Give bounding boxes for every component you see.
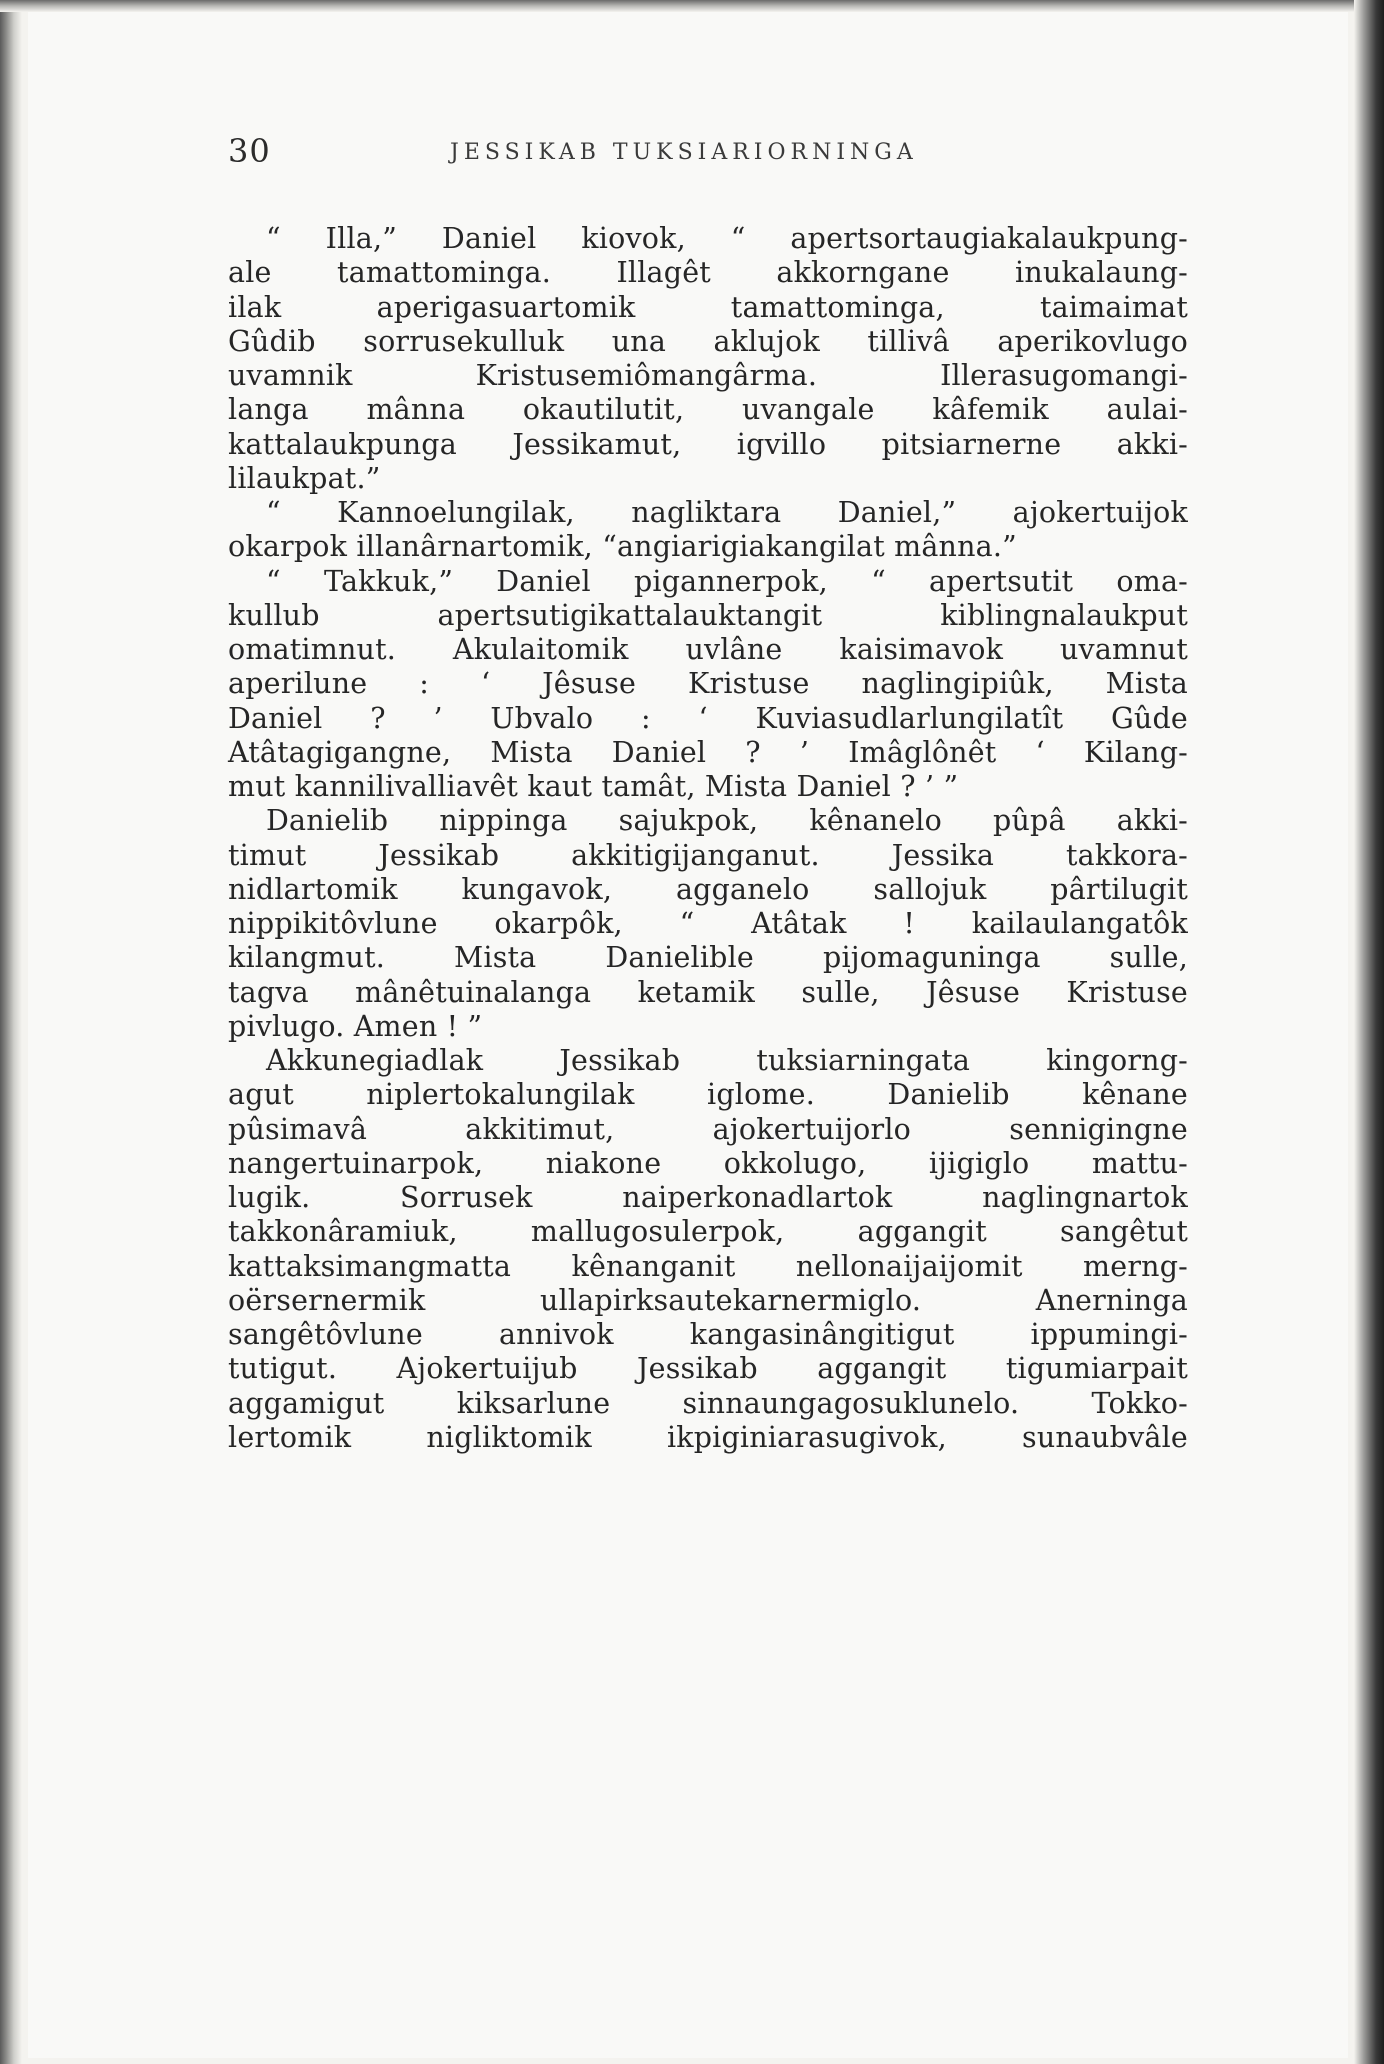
page-number: 30 — [228, 132, 271, 170]
text-line: pivlugo. Amen ! ” — [228, 1009, 483, 1043]
text-line: “ Kannoelungilak, nagliktara Daniel,” ajokertuijok — [266, 496, 1188, 529]
text-line: agut niplertokalungilak iglome. Danielib kênane — [228, 1078, 1188, 1112]
text-line: kattaksimangmatta kênanganit nellonaijaijomit merng- — [228, 1249, 1188, 1283]
text-line: pûsimavâ akkitimut, ajokertuijorlo sennigingne — [228, 1112, 1188, 1146]
text-line: omatimnut. Akulaitomik uvlâne kaisimavok uvamnut — [228, 633, 1188, 666]
text-line: lertomik nigliktomik ikpiginiarasugivok, sunaubvâle — [228, 1420, 1188, 1454]
text-line: aggamigut kiksarlune sinnaungagosuklunelo. Tokko- — [228, 1386, 1188, 1420]
page-gutter-shadow — [0, 0, 22, 2064]
text-line: kattalaukpunga Jessikamut, igvillo pitsiarnerne akki- — [228, 427, 1188, 461]
text-line: ale tamattominga. Illagêt akkorngane inukalaung- — [228, 256, 1188, 290]
text-line: “ Takkuk,” Daniel pigannerpok, “ apertsutit oma- — [266, 564, 1188, 598]
text-line: nangertuinarpok, niakone okkolugo, ijigiglo mattu- — [228, 1146, 1188, 1180]
text-line: nippikitôvlune okarpôk, “ Atâtak ! kailaulangatôk — [228, 907, 1188, 940]
text-line: timut Jessikab akkitigijanganut. Jessika takkora- — [228, 838, 1188, 872]
text-line: uvamnik Kristusemiômangârma. Illerasugomangi- — [228, 359, 1188, 392]
text-line: Atâtagigangne, Mista Daniel ? ’ Imâglônêt ‘ Kilang- — [228, 735, 1188, 769]
text-line: takkonâramiuk, mallugosulerpok, aggangit sangêtut — [228, 1215, 1188, 1249]
page-edge-shadow — [1354, 0, 1384, 2064]
text-line: Daniel ? ’ Ubvalo : ‘ Kuviasudlarlungilatît Gûde — [228, 701, 1188, 735]
text-line: ilak aperigasuartomik tamattominga, taimaimat — [228, 290, 1188, 324]
text-line: lugik. Sorrusek naiperkonadlartok naglingnartok — [228, 1181, 1188, 1214]
text-line: tagva mânêtuinalanga ketamik sulle, Jêsuse Kristuse — [228, 975, 1188, 1009]
text-line: Gûdib sorrusekulluk una aklujok tillivâ aperikovlugo — [228, 324, 1188, 358]
text-line: sangêtôvlune annivok kangasinângitigut ippumingi- — [228, 1318, 1188, 1351]
text-line: Akkunegiadlak Jessikab tuksiarningata kingorng- — [266, 1044, 1188, 1077]
body-text — [228, 222, 1188, 1455]
running-title: JESSIKAB TUKSIARIORNINGA — [450, 140, 918, 165]
text-line: mut kannilivalliavêt kaut tamât, Mista Daniel ? ’ ” — [228, 770, 959, 803]
running-head — [228, 132, 1188, 178]
text-line: lilaukpat.” — [228, 461, 381, 495]
text-line: “ Illa,” Daniel kiovok, “ apertsortaugiakalaukpung- — [266, 222, 1188, 255]
text-line: tutigut. Ajokertuijub Jessikab aggangit tigumiarpait — [228, 1352, 1188, 1386]
text-line: kullub apertsutigikattalauktangit kiblingnalaukput — [228, 598, 1188, 632]
page-top-shadow — [0, 0, 1384, 12]
text-line: okarpok illanârnartomik, “angiarigiakangilat mânna.” — [228, 530, 1017, 564]
text-line: kilangmut. Mista Danielible pijomaguninga sulle, — [228, 941, 1188, 975]
text-line: Danielib nippinga sajukpok, kênanelo pûpâ akki- — [266, 804, 1188, 838]
text-line: aperilune : ‘ Jêsuse Kristuse naglingipiûk, Mista — [228, 667, 1188, 701]
text-line: nidlartomik kungavok, agganelo sallojuk pârtilugit — [228, 872, 1188, 906]
text-line: oërsernermik ullapirksautekarnermiglo. Anerninga — [228, 1283, 1188, 1317]
text-line: langa mânna okautilutit, uvangale kâfemik aulai- — [228, 393, 1188, 427]
